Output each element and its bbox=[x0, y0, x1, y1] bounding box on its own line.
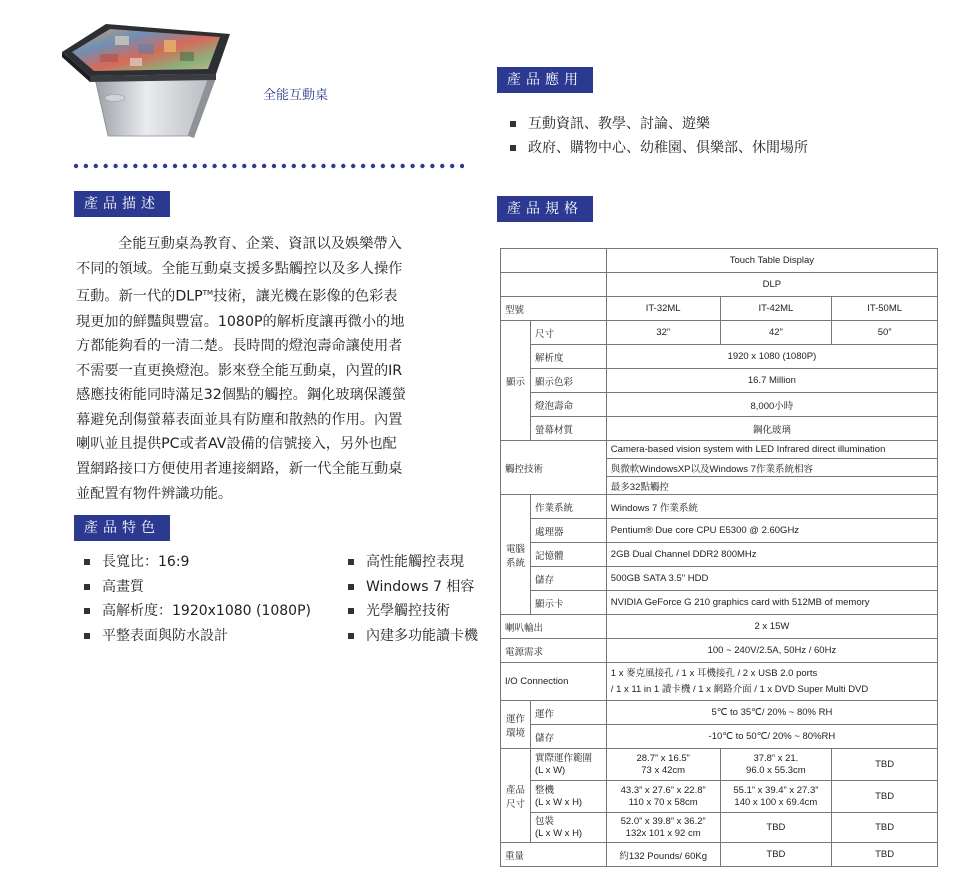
actual-label-line: (L x W) bbox=[534, 764, 566, 776]
table-row bbox=[501, 591, 938, 615]
table-row bbox=[501, 725, 938, 749]
table-row bbox=[501, 519, 938, 543]
io-cell bbox=[606, 663, 937, 701]
weight-cell: TBD bbox=[832, 843, 938, 867]
unit-line: 43.3” x 27.6” x 22.8” bbox=[620, 784, 706, 796]
dims-group-label bbox=[501, 749, 531, 843]
unit-line: 55.1” x 39.4” x 27.3” bbox=[733, 784, 819, 796]
application-item: 政府、購物中心、幼稚園、俱樂部、休閒場所 bbox=[508, 136, 808, 160]
product-name: 全能互動桌 bbox=[263, 88, 329, 103]
tech-cell: DLP bbox=[606, 273, 937, 297]
unit-cell bbox=[720, 781, 832, 813]
pack-line: 132x 101 x 92 cm bbox=[625, 827, 701, 839]
feature-item: 內建多功能讀卡機 bbox=[346, 624, 478, 649]
weight-cell: TBD bbox=[720, 843, 832, 867]
table-row bbox=[501, 749, 938, 781]
actual-line: 37.8” x 21. bbox=[753, 752, 799, 764]
features-right-list bbox=[346, 550, 478, 648]
lamp-label: 燈泡壽命 bbox=[530, 393, 606, 417]
model-cell: IT-50ML bbox=[832, 297, 938, 321]
divider-dot bbox=[391, 164, 395, 168]
table-row bbox=[501, 417, 938, 441]
trademark-mark: TM bbox=[202, 289, 214, 298]
pack-label-line: (L x W x H) bbox=[534, 827, 583, 839]
actual-cell bbox=[606, 749, 720, 781]
table-row bbox=[501, 615, 938, 639]
env-group-label bbox=[501, 701, 531, 749]
dims-group-line: 尺寸 bbox=[505, 798, 525, 810]
io-line: 1 x 麥克風接孔 / 1 x 耳機接孔 / 2 x USB 2.0 ports bbox=[610, 667, 818, 679]
table-row bbox=[501, 297, 938, 321]
weight-label: 重量 bbox=[501, 843, 607, 867]
divider-dot bbox=[94, 164, 98, 168]
divider-dot bbox=[351, 164, 355, 168]
description-heading: 產品描述 bbox=[74, 191, 170, 217]
cpu-cell: Pentium® Due core CPU E5300 @ 2.60GHz bbox=[606, 519, 937, 543]
table-row bbox=[501, 441, 938, 459]
power-label: 電源需求 bbox=[501, 639, 607, 663]
feature-item: 平整表面與防水設計 bbox=[82, 624, 311, 649]
touch-cell: Camera-based vision system with LED Infrared direct illumination bbox=[606, 441, 937, 459]
dotted-divider bbox=[72, 162, 464, 170]
divider-dot bbox=[222, 164, 226, 168]
divider-dot bbox=[302, 164, 306, 168]
description-text-2: 技術，讓光機在影像的色彩表現更加的鮮豔與豐富。1080P的解析度讓再微小的地方都能夠看的一清二楚。長時間的燈泡壽命讓使用者不需要一直更換燈泡。影來登全能互動桌，內置的IR感應技術能同時滿足32個點的觸控。鋼化玻璃保護螢幕避免刮傷螢幕表面並具有防塵和散熱的作用。內置喇叭並且提供PC或者AV設備的信號接入，另外也配置網路接口方便使用者連接網路，新一代全能互動桌並配置有物件辨識功能。 bbox=[76, 288, 407, 502]
divider-dot bbox=[440, 164, 444, 168]
speaker-cell: 2 x 15W bbox=[606, 615, 937, 639]
divider-dot bbox=[173, 164, 177, 168]
divider-dot bbox=[311, 164, 315, 168]
table-row bbox=[501, 495, 938, 519]
divider-dot bbox=[282, 164, 286, 168]
pack-cell: TBD bbox=[720, 813, 832, 843]
product-description bbox=[76, 232, 408, 506]
size-label: 尺寸 bbox=[530, 321, 606, 345]
divider-dot bbox=[123, 164, 127, 168]
resolution-cell: 1920 x 1080 (1080P) bbox=[606, 345, 937, 369]
divider-dot bbox=[272, 164, 276, 168]
weight-cell: 約132 Pounds/ 60Kg bbox=[606, 843, 720, 867]
actual-line: 28.7” x 16.5” bbox=[636, 752, 690, 764]
table-row bbox=[501, 393, 938, 417]
table-row bbox=[501, 567, 938, 591]
unit-cell bbox=[606, 781, 720, 813]
pack-line: 52.0” x 39.8” x 36.2” bbox=[620, 815, 706, 827]
table-row bbox=[501, 701, 938, 725]
divider-dot bbox=[232, 164, 236, 168]
divider-dot bbox=[113, 164, 117, 168]
application-item: 互動資訊、教學、討論、遊樂 bbox=[508, 112, 808, 136]
application-heading: 產品應用 bbox=[497, 67, 593, 93]
touch-cell: 與微軟WindowsXP以及Windows 7作業系統相容 bbox=[606, 459, 937, 477]
divider-dot bbox=[401, 164, 405, 168]
spec-heading: 產品規格 bbox=[497, 196, 593, 222]
store-cell: -10℃ to 50℃/ 20% ~ 80%RH bbox=[606, 725, 937, 749]
actual-cell bbox=[720, 749, 832, 781]
table-row bbox=[501, 813, 938, 843]
unit-line: 140 x 100 x 69.4cm bbox=[734, 796, 818, 808]
divider-dot bbox=[212, 164, 216, 168]
actual-label bbox=[530, 749, 606, 781]
storage-label: 儲存 bbox=[530, 567, 606, 591]
model-cell: IT-32ML bbox=[606, 297, 720, 321]
colors-label: 顯示色彩 bbox=[530, 369, 606, 393]
divider-dot bbox=[262, 164, 266, 168]
divider-dot bbox=[341, 164, 345, 168]
ram-label: 記憶體 bbox=[530, 543, 606, 567]
divider-dot bbox=[153, 164, 157, 168]
dims-group-line: 產品 bbox=[505, 784, 525, 796]
feature-item: 光學觸控技術 bbox=[346, 599, 478, 624]
actual-line: 73 x 42cm bbox=[641, 764, 686, 776]
touch-label: 觸控技術 bbox=[501, 441, 607, 495]
table-row bbox=[501, 843, 938, 867]
divider-dot bbox=[420, 164, 424, 168]
lamp-cell: 8,000小時 bbox=[606, 393, 937, 417]
os-cell: Windows 7 作業系統 bbox=[606, 495, 937, 519]
speaker-label: 喇叭輸出 bbox=[501, 615, 607, 639]
feature-item: Windows 7 相容 bbox=[346, 575, 478, 600]
table-row bbox=[501, 663, 938, 701]
pack-cell bbox=[606, 813, 720, 843]
store-label: 儲存 bbox=[530, 725, 606, 749]
gpu-label: 顯示卡 bbox=[530, 591, 606, 615]
material-cell: 鋼化玻璃 bbox=[606, 417, 937, 441]
touch-cell: 最多32點觸控 bbox=[606, 477, 937, 495]
io-label: I/O Connection bbox=[501, 663, 607, 701]
divider-dot bbox=[321, 164, 325, 168]
features-heading: 產品特色 bbox=[74, 515, 170, 541]
env-group-line: 運作 bbox=[505, 713, 525, 725]
unit-cell: TBD bbox=[832, 781, 938, 813]
spec-table bbox=[500, 248, 938, 867]
divider-dot bbox=[292, 164, 296, 168]
power-cell: 100 ~ 240V/2.5A, 50Hz / 60Hz bbox=[606, 639, 937, 663]
table-row bbox=[501, 273, 938, 297]
table-row bbox=[501, 781, 938, 813]
op-cell: 5℃ to 35℃/ 20% ~ 80% RH bbox=[606, 701, 937, 725]
divider-dot bbox=[74, 164, 78, 168]
divider-dot bbox=[381, 164, 385, 168]
divider-dot bbox=[242, 164, 246, 168]
pack-label-line: 包裝 bbox=[534, 815, 554, 827]
feature-item: 高解析度：1920x1080 (1080P) bbox=[82, 599, 311, 624]
unit-label bbox=[530, 781, 606, 813]
unit-label-line: (L x W x H) bbox=[534, 796, 583, 808]
model-cell: IT-42ML bbox=[720, 297, 832, 321]
touch-table-image bbox=[60, 16, 240, 141]
divider-dot bbox=[133, 164, 137, 168]
divider-dot bbox=[430, 164, 434, 168]
table-row bbox=[501, 345, 938, 369]
model-label: 型號 bbox=[501, 297, 607, 321]
pack-label bbox=[530, 813, 606, 843]
actual-cell: TBD bbox=[832, 749, 938, 781]
divider-dot bbox=[203, 164, 207, 168]
divider-dot bbox=[183, 164, 187, 168]
divider-dot bbox=[84, 164, 88, 168]
table-row bbox=[501, 321, 938, 345]
resolution-label: 解析度 bbox=[530, 345, 606, 369]
feature-item: 高性能觸控表現 bbox=[346, 550, 478, 575]
table-row bbox=[501, 369, 938, 393]
op-label: 運作 bbox=[530, 701, 606, 725]
size-cell: 50” bbox=[832, 321, 938, 345]
ram-cell: 2GB Dual Channel DDR2 800MHz bbox=[606, 543, 937, 567]
description-text-1: 全能互動桌為教育、企業、資訊以及娛樂帶入不同的領域。全能互動桌支援多點觸控以及多人操作互動。新一代的DLP bbox=[76, 236, 403, 305]
divider-dot bbox=[331, 164, 335, 168]
size-cell: 32” bbox=[606, 321, 720, 345]
size-cell: 42” bbox=[720, 321, 832, 345]
colors-cell: 16.7 Million bbox=[606, 369, 937, 393]
application-list bbox=[508, 112, 808, 160]
feature-item: 高畫質 bbox=[82, 575, 311, 600]
unit-line: 110 x 70 x 58cm bbox=[628, 796, 698, 808]
divider-dot bbox=[460, 164, 464, 168]
feature-item: 長寬比：16:9 bbox=[82, 550, 311, 575]
divider-dot bbox=[361, 164, 365, 168]
actual-line: 96.0 x 55.3cm bbox=[746, 764, 806, 776]
divider-dot bbox=[410, 164, 414, 168]
system-group-line: 系統 bbox=[505, 557, 525, 569]
io-line: / 1 x 11 in 1 讀卡機 / 1 x 網路介面 / 1 x DVD Super Multi DVD bbox=[610, 683, 869, 695]
divider-dot bbox=[450, 164, 454, 168]
table-row bbox=[501, 249, 938, 273]
divider-dot bbox=[371, 164, 375, 168]
system-group-label bbox=[501, 495, 531, 615]
table-row bbox=[501, 639, 938, 663]
system-group-line: 電腦 bbox=[505, 543, 525, 555]
gpu-cell: NVIDIA GeForce G 210 graphics card with 512MB of memory bbox=[606, 591, 937, 615]
pack-cell: TBD bbox=[832, 813, 938, 843]
features-left-list bbox=[82, 550, 311, 648]
actual-label-line: 實際運作範圍 bbox=[534, 752, 592, 764]
divider-dot bbox=[252, 164, 256, 168]
os-label: 作業系統 bbox=[530, 495, 606, 519]
divider-dot bbox=[193, 164, 197, 168]
display-group-label: 顯示 bbox=[501, 321, 531, 441]
divider-dot bbox=[163, 164, 167, 168]
cpu-label: 處理器 bbox=[530, 519, 606, 543]
env-group-line: 環境 bbox=[505, 727, 525, 739]
divider-dot bbox=[104, 164, 108, 168]
table-row bbox=[501, 543, 938, 567]
display-type-cell: Touch Table Display bbox=[606, 249, 937, 273]
storage-cell: 500GB SATA 3.5" HDD bbox=[606, 567, 937, 591]
material-label: 螢幕材質 bbox=[530, 417, 606, 441]
unit-label-line: 整機 bbox=[534, 784, 554, 796]
divider-dot bbox=[143, 164, 147, 168]
